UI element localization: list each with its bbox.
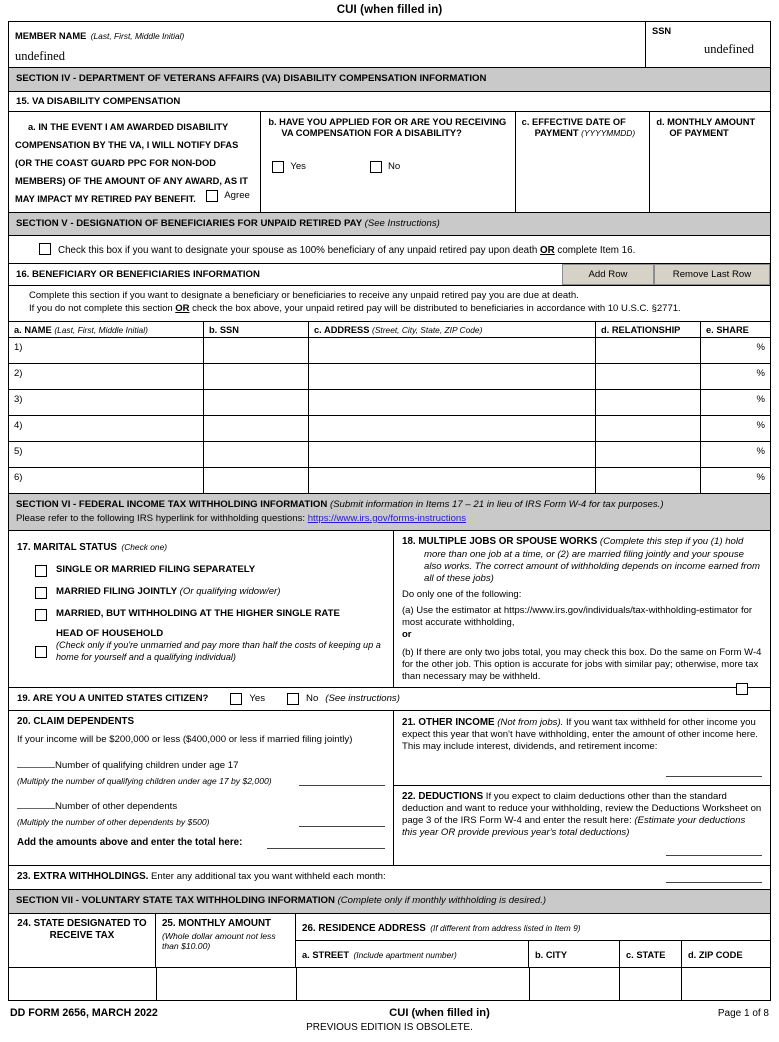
va-compensation-no-checkbox[interactable] [370,161,382,173]
marital-status-label: MARRIED FILING JOINTLY (Or qualifying widow/er) [56,586,281,598]
table-row [9,364,770,390]
item-16-title: 16. BENEFICIARY OR BENEFICIARIES INFORMATION [16,269,260,281]
item-15c-hint: (YYYYMMDD) [581,127,636,138]
item-18-hint: (Complete this step if you (1) hold more than one job at a time, or (2) are married filing jointly and your spouse also works. The correct amount of withholding depends on income earned from all of these jobs) [424,536,760,584]
single-or-married-filing-separately-checkbox[interactable] [35,565,47,577]
col-header-name: a. NAME (Last, First, Middle Initial) [9,322,204,337]
cui-banner-bottom: CUI (when filled in) [389,1007,490,1020]
citizen-no-checkbox[interactable] [287,693,299,705]
item-19-hint: (See instructions) [325,692,400,704]
ssn-value: undefined [704,42,754,57]
state-designated-input[interactable] [9,968,157,1000]
table-row [9,468,770,494]
item-15d-cell[interactable] [650,112,770,212]
va-compensation-no-label: No [387,161,401,173]
item-15-row [9,112,770,213]
marital-status-label: HEAD OF HOUSEHOLD (Check only if you're unmarried and pay more than half the costs of keeping up a home for yourself and a qualifying individual) [56,628,381,663]
item-19-yes-group[interactable] [230,693,265,705]
item-21-hint: (Not from jobs). [497,717,564,729]
form-identifier: DD FORM 2656, MARCH 2022 [10,1007,158,1020]
col-header-address: c. ADDRESS (Street, City, State, ZIP Code) [309,322,596,337]
item-18-option-b: (b) If there are only two jobs total, you may check this box. Do the same on Form W-4 for the other job. This option is accurate for jobs with similar pay; otherwise, more tax than necessary may be withheld. [402,647,762,682]
spouse-beneficiary-text-a: Check this box if you want to designate your spouse as 100% beneficiary of any unpaid retired pay upon death [58,245,540,257]
section-iv-title: SECTION IV - DEPARTMENT OF VETERANS AFFAIRS (VA) DISABILITY COMPENSATION INFORMATION [16,73,487,84]
table-row [9,338,770,364]
member-name-hint: (Last, First, Middle Initial) [90,31,185,41]
marital-status-option-single[interactable] [17,564,385,577]
item-25-hint: (Whole dollar amount not less than $10.00) [161,931,276,952]
state-header: c. STATE [620,941,682,967]
cui-banner-top: CUI (when filled in) [336,4,443,16]
item-19-no-group[interactable] [287,693,400,705]
agree-label: Agree [224,189,250,201]
item-15b-cell [261,112,515,212]
other-dependents-count-field[interactable] [17,798,55,809]
item-24-25-26-input-row [9,967,770,1000]
item-17-hint: (Check one) [121,542,168,553]
item-23-row [9,866,770,890]
item-23-text: Enter any additional tax you want withheld each month: [148,871,386,883]
section-vi-title: SECTION VI - FEDERAL INCOME TAX WITHHOLDING INFORMATION [16,499,328,511]
zip-header: d. ZIP CODE [688,950,743,961]
item-17-cell [9,531,394,686]
dependents-total-field[interactable] [267,839,385,849]
agree-checkbox[interactable] [206,190,218,202]
other-dependents-label: Number of other dependents [55,801,178,813]
col-header-relationship: d. RELATIONSHIP [596,322,701,337]
cell-name[interactable]: 6) [9,468,204,493]
item-24-title: 24. STATE DESIGNATED TO RECEIVE TAX [17,918,147,942]
cell-address[interactable] [309,468,596,493]
section-vi-hint: (Submit information in Items 17 – 21 in lieu of IRS Form W-4 for tax purposes.) [329,499,664,511]
cell-share[interactable]: % [756,368,765,380]
item-15c-cell[interactable] [516,112,651,212]
married-filing-jointly-checkbox[interactable] [35,587,47,599]
item-15-title: 15. VA DISABILITY COMPENSATION [9,92,770,112]
section-v-hint: (See Instructions) [364,217,440,229]
citizen-no-label: No [306,692,319,704]
item-24-cell[interactable] [9,914,156,967]
marital-status-label: SINGLE OR MARRIED FILING SEPARATELY [56,564,256,576]
item-20-other-line[interactable] [17,796,385,814]
cell-ssn[interactable] [204,390,309,415]
item-17-title: 17. MARITAL STATUS [17,542,117,554]
citizen-yes-label: Yes [249,692,266,704]
page-footer [8,1001,771,1019]
item-21-cell [394,711,770,786]
cell-address[interactable] [309,416,596,441]
section-vi-band [9,494,770,531]
item-18-do-only-line: Do only one of the following: [402,589,522,601]
cell-name[interactable]: 1) [9,338,204,363]
col-header-share: e. SHARE [706,325,749,336]
va-compensation-yes-checkbox[interactable] [272,161,284,173]
street-header: a. STREET (Include apartment number) [296,941,529,967]
item-18-title: 18. MULTIPLE JOBS OR SPOUSE WORKS [402,536,598,548]
item-19-row [9,688,770,711]
section-vii-hint: (Complete only if monthly withholding is desired.) [337,895,547,907]
marital-status-option-higher-single-rate[interactable] [17,608,385,621]
cell-name[interactable]: 3) [9,390,204,415]
item-22-title: 22. DEDUCTIONS [402,790,484,802]
member-name-cell [9,22,646,67]
item-20-children-line[interactable] [17,755,385,773]
city-input[interactable] [530,968,621,1000]
item-18-cell [394,531,770,686]
cell-name[interactable]: 4) [9,416,204,441]
cell-address[interactable] [309,364,596,389]
marital-status-label: MARRIED, BUT WITHHOLDING AT THE HIGHER SINGLE RATE [56,608,340,620]
cell-ssn[interactable] [204,468,309,493]
cell-share[interactable]: % [756,472,765,484]
cell-ssn[interactable] [204,364,309,389]
cell-address[interactable] [309,338,596,363]
spouse-beneficiary-row[interactable] [9,236,770,264]
item-19-title: 19. ARE YOU A UNITED STATES CITIZEN? [17,693,209,705]
other-dependents-amount-field[interactable] [299,817,385,827]
cell-share[interactable]: % [756,420,765,432]
item-20-21-22-row [9,711,770,866]
item-22-cell [394,786,770,866]
item-15a-cell [9,112,261,212]
item-22-text: If you expect to claim deductions other than the standard deduction and want to reduce your withholding, review the Deductions Worksheet on page 3 of the IRS Form W-4 and enter the result here: [402,790,762,826]
ssn-label: SSN [652,26,672,36]
form-frame [8,21,771,1001]
married-higher-single-rate-checkbox[interactable] [35,609,47,621]
deductions-amount-field[interactable] [666,846,762,856]
cell-relationship[interactable] [596,390,701,415]
section-vii-title: SECTION VII - VOLUNTARY STATE TAX WITHHOLDING INFORMATION [16,895,335,907]
item-26-header [296,914,770,941]
item-17-18-row [9,531,770,687]
cell-relationship[interactable] [596,468,701,493]
cell-relationship[interactable] [596,416,701,441]
spouse-beneficiary-or: OR [540,245,555,257]
two-jobs-total-checkbox[interactable] [736,683,748,695]
item-26-hint: (If different from address listed in Item 9) [430,923,581,934]
member-identification-row [9,22,770,68]
remove-last-row-button[interactable]: Remove Last Row [654,264,770,285]
item-15a-agree-group[interactable] [206,190,250,202]
item-26-title: 26. RESIDENCE ADDRESS [302,923,426,935]
cell-relationship[interactable] [596,364,701,389]
residence-address-headers [296,941,770,967]
item-24-25-26-row [9,914,770,967]
table-row [9,390,770,416]
cell-address[interactable] [309,390,596,415]
irs-forms-instructions-link[interactable]: https://www.irs.gov/forms-instructions [307,512,467,524]
spouse-beneficiary-text-b: complete Item 16. [554,245,636,257]
cell-relationship[interactable] [596,338,701,363]
street-input[interactable] [297,968,529,1000]
qualifying-children-hint: (Multiply the number of qualifying children under age 17 by $2,000) [17,776,272,787]
cell-name[interactable]: 5) [9,442,204,467]
member-name-value: undefined [15,49,65,63]
item-18-or: or [402,629,412,641]
section-vi-link-intro: Please refer to the following IRS hyperlink for withholding questions: [16,512,308,524]
state-input[interactable] [620,968,682,1000]
item-20-intro: If your income will be $200,000 or less ($400,000 or less if married filing jointly) [17,734,353,746]
cell-share[interactable]: % [756,394,765,406]
add-row-button[interactable]: Add Row [562,264,654,285]
item-16-note-line-2: If you do not complete this section OR check the box above, your unpaid retired pay will be distributed to beneficiaries in accordance with 10 U.S.C. §2771. [29,303,681,315]
table-row [9,416,770,442]
qualifying-children-label: Number of qualifying children under age 17 [55,760,239,772]
item-18-option-a: (a) Use the estimator at https://www.irs.gov/individuals/tax-withholding-estimator for most accurate withholding, [402,605,753,629]
marital-status-option-joint[interactable] [17,586,385,599]
item-22-hint: (Estimate your deductions this year OR provide previous year's total deductions) [402,814,746,839]
item-15a-label: a. IN THE EVENT I AM AWARDED DISABILITY COMPENSATION BY THE VA, I WILL NOTIFY DFAS (OR THE COAST GUARD PPC FOR NON-DOD MEMBERS) OF THE AMOUNT OF ANY AWARD, AS IT MAY IMPACT MY RETIRED PAY BENEFIT. [15,121,248,204]
qualifying-children-amount-field[interactable] [299,776,385,786]
other-dependents-hint: (Multiply the number of other dependents by $500) [17,817,210,828]
cell-name[interactable]: 2) [9,364,204,389]
item-20-cell [9,711,394,865]
item-25-cell[interactable] [156,914,296,967]
item-15b-no-group[interactable] [370,161,400,173]
member-name-label: MEMBER NAME [15,31,87,41]
monthly-amount-input[interactable] [157,968,298,1000]
item-25-title: 25. MONTHLY AMOUNT [161,918,272,930]
cell-relationship[interactable] [596,442,701,467]
va-compensation-yes-label: Yes [290,161,306,173]
zip-input[interactable] [682,968,770,1000]
item-20-total-label: Add the amounts above and enter the total here: [17,837,243,849]
col-header-ssn: b. SSN [204,322,309,337]
page-number: Page 1 of 8 [717,1008,769,1020]
head-of-household-checkbox[interactable] [35,646,47,658]
item-26-cell [296,914,770,967]
cell-share[interactable]: % [756,342,765,354]
section-iv-band [9,68,770,92]
cell-share[interactable]: % [756,446,765,458]
section-v-title: SECTION V - DESIGNATION OF BENEFICIARIES FOR UNPAID RETIRED PAY [16,217,362,229]
item-15b-label: b. HAVE YOU APPLIED FOR OR ARE YOU RECEIVING VA COMPENSATION FOR A DISABILITY? [268,116,507,138]
item-16-note-line-1: Complete this section if you want to designate a beneficiary or beneficiaries to receive any unpaid retired pay you are due at death. [29,290,579,302]
cell-address[interactable] [309,442,596,467]
city-header: b. CITY [529,941,620,967]
extra-withholding-amount-field[interactable] [666,873,762,883]
section-v-band [9,213,770,237]
cell-ssn[interactable] [204,338,309,363]
citizen-yes-checkbox[interactable] [230,693,242,705]
spouse-100-percent-checkbox[interactable] [39,243,51,255]
qualifying-children-count-field[interactable] [17,757,55,768]
table-row [9,442,770,468]
item-16-instructions [9,286,770,322]
item-15c-label: c. EFFECTIVE DATE OF PAYMENT (YYYYMMDD) [521,116,636,138]
section-vii-band [9,890,770,914]
item-23-title: 23. EXTRA WITHHOLDINGS. [17,871,149,883]
beneficiary-table-header [9,322,770,338]
item-21-title: 21. OTHER INCOME [402,717,495,729]
item-15b-yes-group[interactable] [272,161,306,173]
cell-ssn[interactable] [204,442,309,467]
previous-edition-notice: PREVIOUS EDITION IS OBSOLETE. [306,1022,473,1034]
ssn-cell [646,22,764,67]
item-21-text: If you want tax withheld for other income you expect this year that won't have withholding, enter the amount of other income here. This may include interest, dividends, and retirement income: [402,717,758,753]
cell-ssn[interactable] [204,416,309,441]
other-income-amount-field[interactable] [666,767,762,777]
item-20-title: 20. CLAIM DEPENDENTS [17,716,135,728]
marital-status-option-head-of-household[interactable] [17,628,385,664]
item-16-header-bar [9,264,770,286]
item-21-22-column [394,711,770,865]
item-15d-label: d. MONTHLY AMOUNT OF PAYMENT [656,116,756,138]
